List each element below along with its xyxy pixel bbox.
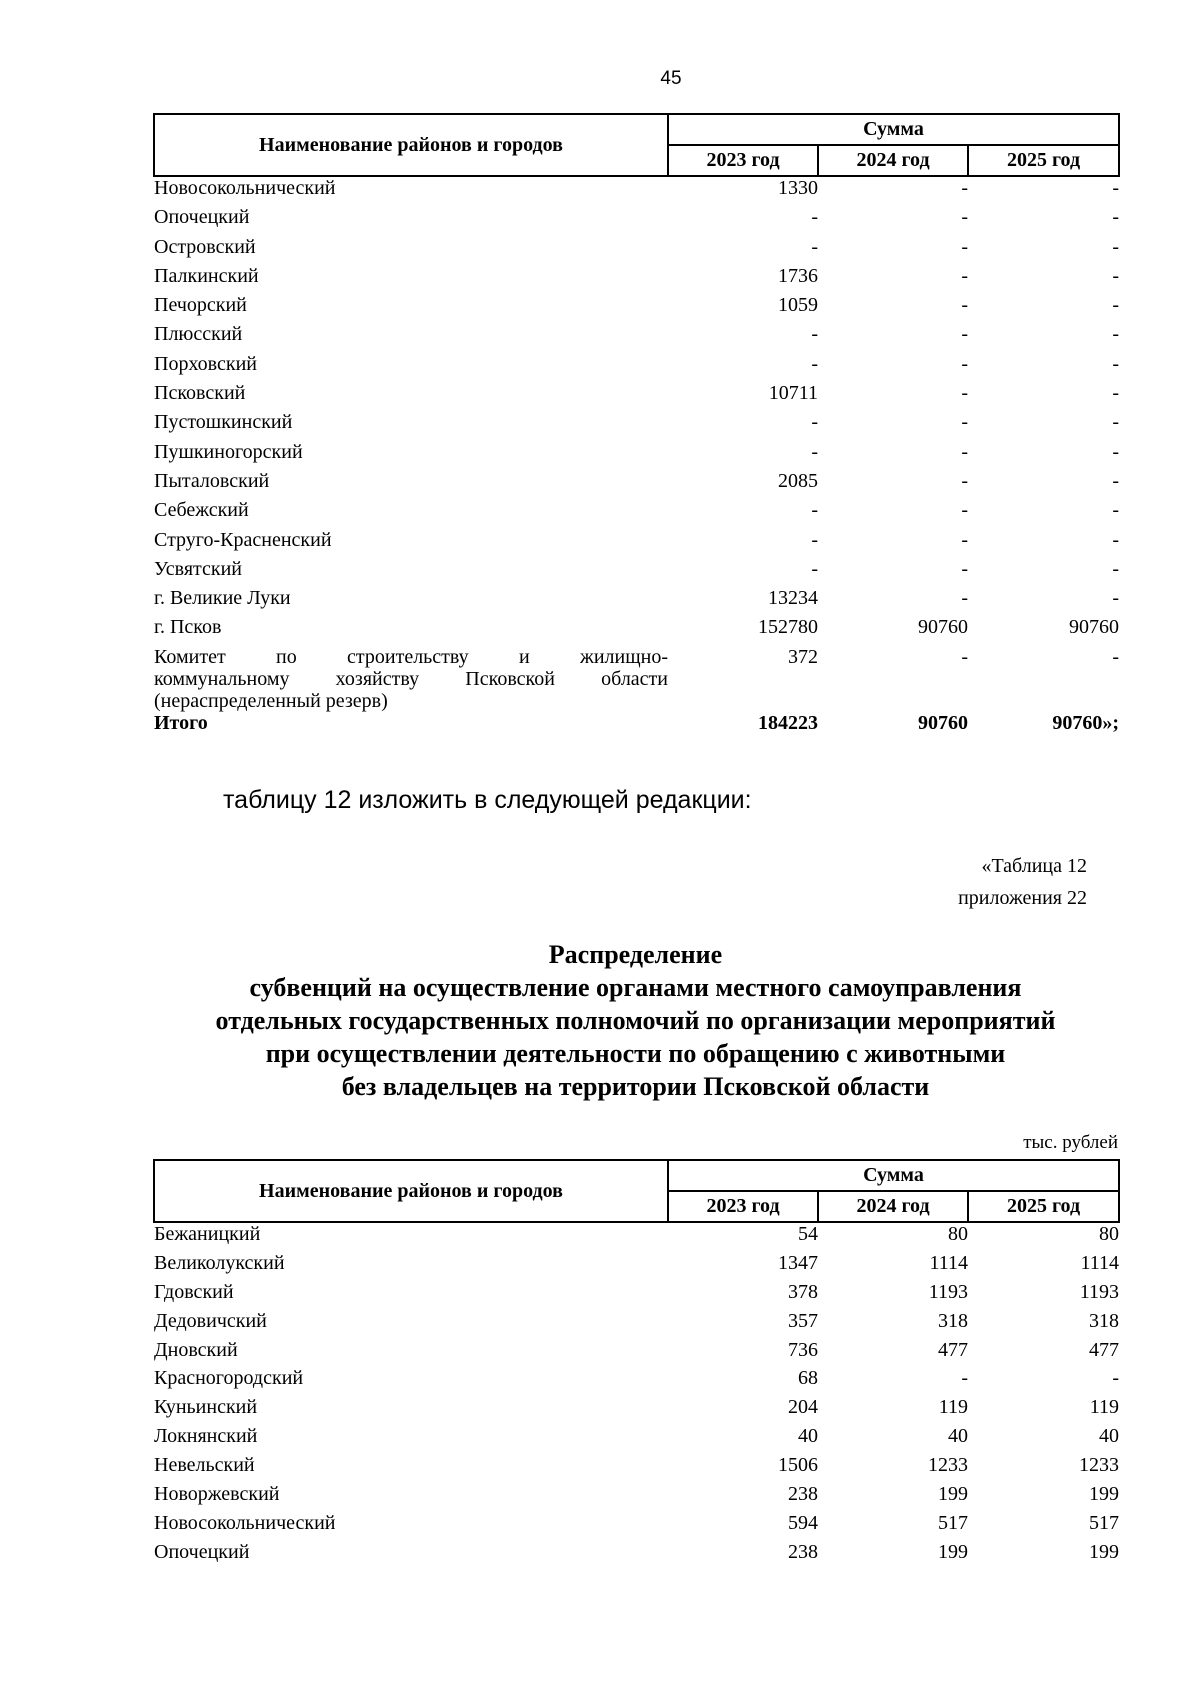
value-2025: - (1112, 294, 1120, 317)
value-2023: 1506 (778, 1454, 818, 1477)
value-2023: 1736 (778, 264, 818, 287)
value-2025: - (1112, 206, 1120, 229)
row-name-line: коммунальному хозяйству Псковской области (154, 667, 668, 690)
value-2024: - (961, 557, 968, 580)
table-row (154, 1367, 1119, 1396)
value-2023: 54 (798, 1223, 818, 1245)
row-name-line: (нераспределенный резерв) (154, 689, 388, 712)
value-2024: - (961, 294, 968, 317)
table-1 (153, 113, 1120, 741)
row-name: Дновский (154, 1338, 238, 1361)
row-name: Островский (154, 235, 256, 258)
row-name: г. Псков (154, 616, 222, 639)
row-name: Новосокольнический (154, 1511, 336, 1534)
value-2024: - (961, 235, 968, 258)
value-2023: 357 (788, 1309, 818, 1332)
value-2023: - (811, 557, 818, 580)
value-2024: 1233 (928, 1454, 968, 1477)
value-2023: 1330 (778, 177, 818, 199)
heading-line: Распределение (548, 940, 723, 969)
table-row (154, 323, 1119, 352)
value-2024: - (961, 177, 968, 199)
table-row (154, 1281, 1119, 1310)
value-2025: 90760 (1069, 616, 1120, 639)
header-sum: Сумма (668, 1160, 1119, 1191)
page-number: 45 (660, 68, 682, 89)
value-2025: - (1112, 499, 1120, 522)
table-row (154, 1483, 1119, 1512)
table-row (154, 1541, 1119, 1570)
value-2024: - (961, 206, 968, 229)
value-2025: - (1112, 557, 1120, 580)
row-name: Струго-Красненский (154, 528, 332, 551)
row-name: Великолукский (154, 1251, 285, 1274)
value-2025: 199 (1089, 1483, 1120, 1506)
table-row (154, 529, 1119, 558)
row-name-line: Комитет по строительству и жилищно- (154, 645, 668, 668)
table-row (154, 1222, 1119, 1252)
total-2023: 184223 (758, 711, 818, 734)
value-2023: - (811, 352, 818, 375)
value-2025: - (1112, 528, 1120, 551)
value-2023: - (811, 235, 818, 258)
value-2025: - (1112, 323, 1120, 346)
table-row (154, 353, 1119, 382)
header-year-2023: 2023 год (668, 145, 818, 176)
table-row (154, 1396, 1119, 1425)
row-name: Палкинский (154, 264, 259, 287)
value-2024: 80 (948, 1223, 968, 1245)
row-name: Новоржевский (154, 1483, 280, 1506)
table-ref-line: «Таблица 12 (981, 855, 1087, 877)
value-2024: - (961, 1367, 968, 1390)
value-2023: - (811, 206, 818, 229)
table-2 (153, 1159, 1120, 1570)
header-year-2025: 2025 год (968, 1191, 1119, 1222)
table-1-body (154, 176, 1119, 741)
table-row (154, 1425, 1119, 1454)
row-name: Локнянский (154, 1425, 258, 1448)
value-2024: 1114 (929, 1251, 968, 1274)
table-row (154, 265, 1119, 294)
total-2025: 90760»; (1052, 711, 1120, 734)
value-2023: 13234 (768, 587, 818, 610)
row-name: Новосокольнический (154, 177, 336, 199)
row-name: Опочецкий (154, 1540, 250, 1563)
value-2024: - (961, 382, 968, 405)
row-name: Опочецкий (154, 206, 250, 229)
row-name (154, 646, 668, 712)
value-2023: - (811, 440, 818, 463)
table-ref-line: приложения 22 (958, 887, 1087, 909)
value-2025: - (1112, 382, 1120, 405)
value-2025: - (1112, 411, 1120, 434)
row-name: Дедовичский (154, 1309, 267, 1332)
table-row (154, 411, 1119, 440)
value-2025: 40 (1099, 1425, 1120, 1448)
table-row-total (154, 712, 1119, 741)
value-2024: 477 (938, 1338, 968, 1361)
heading-line: субвенций на осуществление органами местного самоуправления (249, 973, 1022, 1002)
value-2024: - (961, 264, 968, 287)
table-2-heading (153, 938, 1118, 1103)
value-2024: - (961, 645, 968, 668)
row-name: Бежаницкий (154, 1223, 261, 1245)
row-name: Порховский (154, 352, 258, 375)
value-2023: 40 (798, 1425, 818, 1448)
table-row (154, 441, 1119, 470)
table-2-body (154, 1222, 1119, 1570)
row-name: Красногородский (154, 1367, 304, 1390)
header-name: Наименование районов и городов (154, 1160, 668, 1222)
value-2023: 68 (798, 1367, 818, 1390)
table-row (154, 616, 1119, 645)
value-2024: 119 (938, 1396, 968, 1419)
value-2025: - (1112, 352, 1120, 375)
table-row (154, 294, 1119, 323)
value-2025: - (1112, 264, 1120, 287)
table-row (154, 1310, 1119, 1339)
value-2023: - (811, 499, 818, 522)
table-row (154, 1252, 1119, 1281)
value-2025: 517 (1089, 1511, 1120, 1534)
value-2025: 477 (1089, 1338, 1120, 1361)
units-label: тыс. рублей (1023, 1132, 1118, 1153)
value-2025: 1233 (1079, 1454, 1120, 1477)
value-2024: 90760 (918, 616, 968, 639)
table-row (154, 470, 1119, 499)
header-sum: Сумма (668, 114, 1119, 145)
value-2025: 119 (1089, 1396, 1120, 1419)
value-2025: 1193 (1079, 1280, 1120, 1303)
value-2024: - (961, 499, 968, 522)
value-2024: 318 (938, 1309, 968, 1332)
value-2024: - (961, 440, 968, 463)
value-2024: 199 (938, 1483, 968, 1506)
table-row (154, 382, 1119, 411)
table-row-committee (154, 646, 1119, 712)
value-2025: - (1112, 440, 1120, 463)
row-name: Пушкиногорский (154, 440, 303, 463)
header-year-2024: 2024 год (818, 1191, 968, 1222)
value-2025: - (1112, 235, 1120, 258)
header-year-2024: 2024 год (818, 145, 968, 176)
table-row (154, 1339, 1119, 1368)
value-2025: - (1112, 469, 1120, 492)
row-name: Себежский (154, 499, 249, 522)
heading-line: без владельцев на территории Псковской области (341, 1072, 930, 1101)
value-2025: 199 (1089, 1540, 1120, 1563)
instruction-text: таблицу 12 изложить в следующей редакции: (223, 786, 752, 814)
table-row (154, 206, 1119, 235)
value-2025: 80 (1099, 1223, 1120, 1245)
heading-line: при осуществлении деятельности по обращению с животными (265, 1039, 1006, 1068)
value-2024: - (961, 352, 968, 375)
value-2024: 40 (948, 1425, 968, 1448)
value-2024: 517 (938, 1511, 968, 1534)
value-2025: - (1112, 587, 1120, 610)
value-2024: - (961, 469, 968, 492)
value-2024: - (961, 587, 968, 610)
value-2023: 152780 (758, 616, 818, 639)
header-year-2023: 2023 год (668, 1191, 818, 1222)
value-2023: 594 (788, 1511, 818, 1534)
value-2024: - (961, 411, 968, 434)
value-2024: 199 (938, 1540, 968, 1563)
row-name: Пустошкинский (154, 411, 293, 434)
heading-line: отдельных государственных полномочий по организации мероприятий (215, 1006, 1056, 1035)
row-name: Псковский (154, 382, 246, 405)
value-2023: - (811, 528, 818, 551)
value-2025: 318 (1089, 1309, 1120, 1332)
row-name: Усвятский (154, 557, 242, 580)
value-2025: - (1112, 1367, 1120, 1390)
value-2025: 1114 (1080, 1251, 1120, 1274)
value-2023: 1347 (778, 1251, 818, 1274)
table-row (154, 176, 1119, 206)
header-year-2025: 2025 год (968, 145, 1119, 176)
value-2025: - (1112, 645, 1120, 668)
value-2023: 736 (788, 1338, 818, 1361)
value-2023: 372 (788, 645, 818, 668)
table-row (154, 587, 1119, 616)
value-2024: - (961, 323, 968, 346)
total-2024: 90760 (918, 711, 968, 734)
value-2023: 238 (788, 1483, 818, 1506)
value-2023: 2085 (778, 469, 818, 492)
table-row (154, 236, 1119, 265)
header-name: Наименование районов и городов (154, 114, 668, 176)
value-2023: 378 (788, 1280, 818, 1303)
value-2025: - (1112, 177, 1120, 199)
table-reference (958, 850, 1087, 914)
value-2023: - (811, 411, 818, 434)
row-name: Куньинский (154, 1396, 258, 1419)
table-row (154, 1454, 1119, 1483)
table-row (154, 499, 1119, 528)
value-2023: - (811, 323, 818, 346)
total-label: Итого (154, 711, 208, 734)
row-name: г. Великие Луки (154, 587, 291, 610)
value-2024: 1193 (928, 1280, 968, 1303)
value-2023: 238 (788, 1540, 818, 1563)
row-name: Печорский (154, 294, 247, 317)
row-name: Гдовский (154, 1280, 234, 1303)
row-name: Пыталовский (154, 469, 270, 492)
row-name: Плюсский (154, 323, 243, 346)
value-2023: 204 (788, 1396, 818, 1419)
row-name: Невельский (154, 1454, 255, 1477)
value-2023: 10711 (768, 382, 818, 405)
value-2023: 1059 (778, 294, 818, 317)
value-2024: - (961, 528, 968, 551)
table-row (154, 558, 1119, 587)
table-row (154, 1512, 1119, 1541)
